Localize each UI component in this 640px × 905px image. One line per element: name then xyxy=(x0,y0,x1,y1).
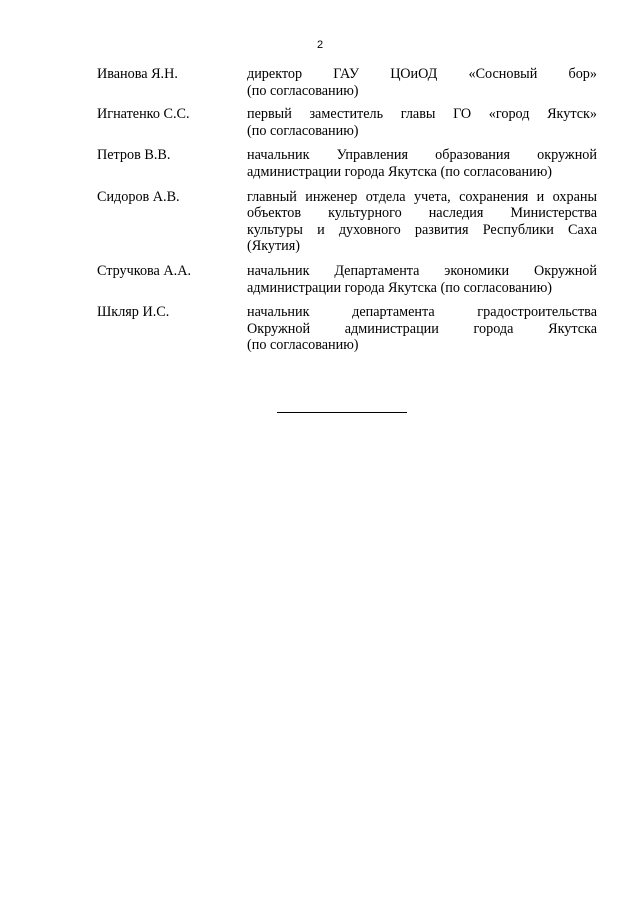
member-position-line: (Якутия) xyxy=(247,238,301,255)
member-name: Иванова Я.Н. xyxy=(97,66,178,82)
member-position-line: администрации города Якутска (по согласованию) xyxy=(247,163,553,180)
member-position-line: первый заместитель главы ГО «город Якутск» xyxy=(247,106,597,123)
member-position-line: (по согласованию) xyxy=(247,122,359,139)
member-row xyxy=(97,66,597,99)
member-position xyxy=(247,66,597,99)
page-number: 2 xyxy=(316,39,324,51)
member-row xyxy=(97,106,597,139)
end-of-list-divider xyxy=(277,412,407,413)
member-row xyxy=(97,263,597,296)
member-name: Стручкова А.А. xyxy=(97,262,191,279)
member-name: Шкляр И.С. xyxy=(97,304,170,321)
member-row xyxy=(97,189,597,255)
member-position-line: культуры и духовного развития Республики Саха xyxy=(247,221,597,238)
member-position xyxy=(247,106,597,139)
member-row xyxy=(97,304,597,354)
member-position-line: Окружной администрации города Якутска xyxy=(247,320,597,337)
member-position-line: директор ГАУ ЦОиОД «Сосновый бор» xyxy=(247,66,597,82)
member-name: Петров В.В. xyxy=(97,147,171,164)
member-position-line: главный инженер отдела учета, сохранения и охраны xyxy=(247,188,597,205)
member-position xyxy=(247,147,597,180)
member-name: Сидоров А.В. xyxy=(97,188,180,205)
member-position xyxy=(247,263,597,296)
member-position-line: начальник Управления образования окружной xyxy=(247,147,597,164)
member-position-line: (по согласованию) xyxy=(247,337,359,354)
member-row xyxy=(97,147,597,180)
member-name: Игнатенко С.С. xyxy=(97,106,190,123)
member-position xyxy=(247,304,597,354)
members-list xyxy=(97,66,597,354)
member-position-line: начальник Департамента экономики Окружной xyxy=(247,262,597,279)
member-position xyxy=(247,189,597,255)
member-position-line: администрации города Якутска (по согласованию) xyxy=(247,279,553,296)
member-position-line: начальник департамента градостроительства xyxy=(247,304,597,321)
member-position-line: (по согласованию) xyxy=(247,82,359,99)
member-position-line: объектов культурного наследия Министерства xyxy=(247,205,597,222)
